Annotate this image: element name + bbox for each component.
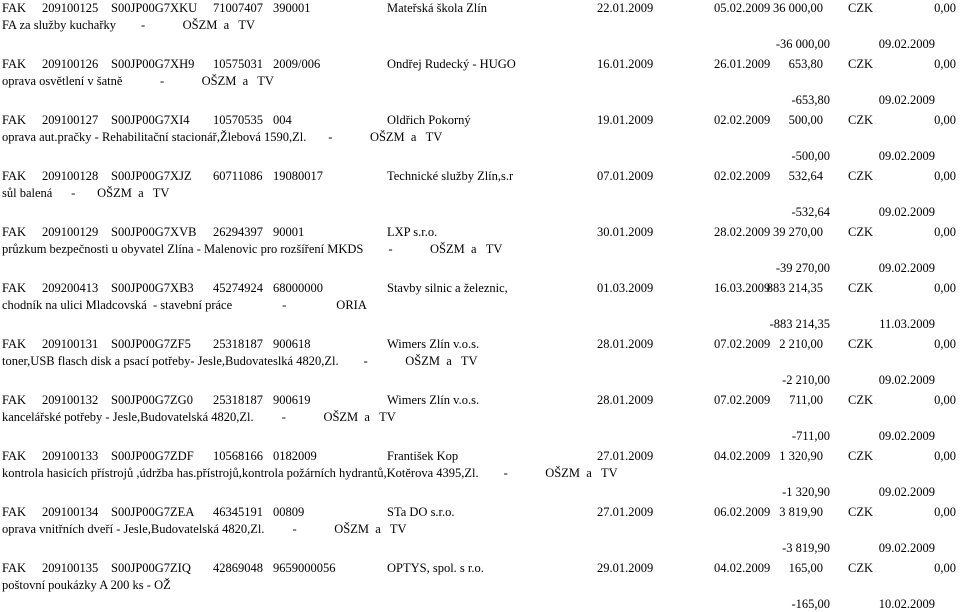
invoice-description-line xyxy=(0,185,960,201)
paid-amount: -3 819,90 xyxy=(782,541,830,555)
currency: CZK xyxy=(848,1,873,15)
reference-number: 9659000056 xyxy=(273,561,336,575)
invoice-header-line xyxy=(0,336,960,352)
currency: CZK xyxy=(848,169,873,183)
reference-number: 68000000 xyxy=(273,281,323,295)
issue-date: 28.01.2009 xyxy=(597,337,654,351)
due-date: 06.02.2009 xyxy=(714,505,771,519)
invoice-number: 209100129 xyxy=(42,225,99,239)
currency: CZK xyxy=(848,561,873,575)
payment-line xyxy=(0,260,960,276)
partner-id: 10575031 xyxy=(213,57,263,71)
currency: CZK xyxy=(848,505,873,519)
issue-date: 27.01.2009 xyxy=(597,505,654,519)
due-date: 04.02.2009 xyxy=(714,449,771,463)
due-date: 26.01.2009 xyxy=(714,57,771,71)
document-type: FAK xyxy=(2,449,27,463)
invoice-description: kontrola hasicích přístrojů ,údržba has.přístrojů,kontrola požárních hydrantů,Kotěrova 4395,Zl. - OŠZM a TV xyxy=(2,466,618,480)
payment-date: 10.02.2009 xyxy=(878,597,935,611)
invoice-record xyxy=(0,448,960,500)
paid-amount: -165,00 xyxy=(791,597,830,611)
partner-id: 60711086 xyxy=(213,169,263,183)
invoice-description-line xyxy=(0,353,960,369)
record-code: S00JP00G7XH9 xyxy=(111,57,195,71)
document-type: FAK xyxy=(2,505,27,519)
document-type: FAK xyxy=(2,1,27,15)
payment-date: 09.02.2009 xyxy=(878,485,935,499)
reference-number: 90001 xyxy=(273,225,305,239)
paid-amount: -39 270,00 xyxy=(775,261,830,275)
invoice-header-line xyxy=(0,392,960,408)
document-type: FAK xyxy=(2,113,27,127)
partner-id: 46345191 xyxy=(213,505,263,519)
issue-date: 01.03.2009 xyxy=(597,281,654,295)
payment-line xyxy=(0,372,960,388)
paid-amount: -2 210,00 xyxy=(782,373,830,387)
issue-date: 19.01.2009 xyxy=(597,113,654,127)
partner-id: 10568166 xyxy=(213,449,263,463)
reference-number: 004 xyxy=(273,113,292,127)
currency: CZK xyxy=(848,225,873,239)
invoice-record xyxy=(0,336,960,388)
currency: CZK xyxy=(848,57,873,71)
invoice-description-line xyxy=(0,409,960,425)
currency: CZK xyxy=(848,281,873,295)
invoice-amount: 165,00 xyxy=(788,561,823,575)
due-date: 28.02.2009 xyxy=(714,225,771,239)
invoice-number: 209100125 xyxy=(42,1,99,15)
invoice-number: 209100133 xyxy=(42,449,99,463)
payment-line xyxy=(0,316,960,332)
payment-date: 09.02.2009 xyxy=(878,541,935,555)
record-code: S00JP00G7XB3 xyxy=(111,281,194,295)
paid-amount: -883 214,35 xyxy=(769,317,830,331)
invoice-record xyxy=(0,280,960,332)
record-code: S00JP00G7ZG0 xyxy=(111,393,193,407)
invoice-description: chodník na ulici Mladcovská - stavební práce - ORIA xyxy=(2,298,367,312)
partner-name: OPTYS, spol. s r.o. xyxy=(387,561,484,575)
issue-date: 30.01.2009 xyxy=(597,225,654,239)
invoice-description-line xyxy=(0,465,960,481)
invoice-number: 209200413 xyxy=(42,281,99,295)
partner-name: STa DO s.r.o. xyxy=(387,505,455,519)
invoice-record xyxy=(0,504,960,556)
invoice-description-line xyxy=(0,73,960,89)
invoice-description-line xyxy=(0,241,960,257)
due-date: 07.02.2009 xyxy=(714,393,771,407)
partner-name: František Kop xyxy=(387,449,459,463)
partner-id: 71007407 xyxy=(213,1,263,15)
partner-name: Ondřej Rudecký - HUGO xyxy=(387,57,516,71)
invoice-amount: 39 270,00 xyxy=(773,225,823,239)
invoice-record xyxy=(0,392,960,444)
invoice-header-line xyxy=(0,224,960,240)
payment-line xyxy=(0,148,960,164)
invoice-record xyxy=(0,0,960,52)
invoice-description: sůl balená - OŠZM a TV xyxy=(2,186,170,200)
invoice-amount: 500,00 xyxy=(788,113,823,127)
invoice-amount: 3 819,90 xyxy=(779,505,823,519)
document-type: FAK xyxy=(2,393,27,407)
invoice-number: 209100128 xyxy=(42,169,99,183)
invoice-description: poštovní poukázky A 200 ks - OŽ xyxy=(2,578,171,592)
invoice-record xyxy=(0,56,960,108)
due-date: 16.03.2009 xyxy=(714,281,771,295)
remaining-amount: 0,00 xyxy=(934,393,956,407)
paid-amount: -653,80 xyxy=(791,93,830,107)
invoice-description-line xyxy=(0,297,960,313)
invoice-amount: 1 320,90 xyxy=(779,449,823,463)
remaining-amount: 0,00 xyxy=(934,561,956,575)
issue-date: 28.01.2009 xyxy=(597,393,654,407)
currency: CZK xyxy=(848,393,873,407)
due-date: 02.02.2009 xyxy=(714,169,771,183)
remaining-amount: 0,00 xyxy=(934,449,956,463)
invoice-number: 209100126 xyxy=(42,57,99,71)
currency: CZK xyxy=(848,113,873,127)
partner-id: 26294397 xyxy=(213,225,263,239)
currency: CZK xyxy=(848,449,873,463)
payment-date: 09.02.2009 xyxy=(878,205,935,219)
invoice-record xyxy=(0,168,960,220)
paid-amount: -500,00 xyxy=(791,149,830,163)
paid-amount: -36 000,00 xyxy=(775,37,830,51)
issue-date: 16.01.2009 xyxy=(597,57,654,71)
document-type: FAK xyxy=(2,281,27,295)
record-code: S00JP00G7XVB xyxy=(111,225,197,239)
payment-date: 09.02.2009 xyxy=(878,37,935,51)
due-date: 07.02.2009 xyxy=(714,337,771,351)
reference-number: 900618 xyxy=(273,337,311,351)
invoice-header-line xyxy=(0,56,960,72)
partner-id: 10570535 xyxy=(213,113,263,127)
due-date: 02.02.2009 xyxy=(714,113,771,127)
record-code: S00JP00G7ZIQ xyxy=(111,561,191,575)
remaining-amount: 0,00 xyxy=(934,1,956,15)
invoice-record xyxy=(0,112,960,164)
partner-name: Wimers Zlín v.o.s. xyxy=(387,393,480,407)
record-code: S00JP00G7XI4 xyxy=(111,113,190,127)
record-code: S00JP00G7XKU xyxy=(111,1,198,15)
invoice-number: 209100134 xyxy=(42,505,99,519)
invoice-record xyxy=(0,560,960,612)
issue-date: 07.01.2009 xyxy=(597,169,654,183)
remaining-amount: 0,00 xyxy=(934,169,956,183)
payment-date: 09.02.2009 xyxy=(878,149,935,163)
invoice-amount: 532,64 xyxy=(788,169,823,183)
partner-name: Mateřská škola Zlín xyxy=(387,1,487,15)
payment-line xyxy=(0,596,960,612)
invoice-description-line xyxy=(0,17,960,33)
remaining-amount: 0,00 xyxy=(934,337,956,351)
reference-number: 19080017 xyxy=(273,169,323,183)
reference-number: 00809 xyxy=(273,505,305,519)
document-type: FAK xyxy=(2,561,27,575)
invoice-amount: 653,80 xyxy=(788,57,823,71)
payment-line xyxy=(0,428,960,444)
remaining-amount: 0,00 xyxy=(934,281,956,295)
invoice-header-line xyxy=(0,560,960,576)
invoice-description: FA za služby kuchařky - OŠZM a TV xyxy=(2,18,255,32)
reference-number: 390001 xyxy=(273,1,311,15)
record-code: S00JP00G7ZDF xyxy=(111,449,194,463)
payment-date: 09.02.2009 xyxy=(878,93,935,107)
paid-amount: -532,64 xyxy=(791,205,830,219)
partner-name: LXP s.r.o. xyxy=(387,225,438,239)
invoice-header-line xyxy=(0,112,960,128)
currency: CZK xyxy=(848,337,873,351)
record-code: S00JP00G7XJZ xyxy=(111,169,192,183)
reference-number: 0182009 xyxy=(273,449,317,463)
document-type: FAK xyxy=(2,225,27,239)
invoice-record xyxy=(0,224,960,276)
remaining-amount: 0,00 xyxy=(934,57,956,71)
payment-line xyxy=(0,36,960,52)
remaining-amount: 0,00 xyxy=(934,505,956,519)
partner-id: 42869048 xyxy=(213,561,263,575)
invoice-header-line xyxy=(0,448,960,464)
reference-number: 900619 xyxy=(273,393,311,407)
partner-id: 45274924 xyxy=(213,281,263,295)
invoice-amount: 36 000,00 xyxy=(773,1,823,15)
due-date: 05.02.2009 xyxy=(714,1,771,15)
partner-name: Wimers Zlín v.o.s. xyxy=(387,337,480,351)
invoice-description: oprava aut.pračky - Rehabilitační stacionář,Žlebová 1590,Zl. - OŠZM a TV xyxy=(2,130,443,144)
record-code: S00JP00G7ZEA xyxy=(111,505,195,519)
issue-date: 22.01.2009 xyxy=(597,1,654,15)
document-type: FAK xyxy=(2,337,27,351)
invoice-description-line xyxy=(0,129,960,145)
document-type: FAK xyxy=(2,57,27,71)
invoice-header-line xyxy=(0,168,960,184)
payment-line xyxy=(0,204,960,220)
reference-number: 2009/006 xyxy=(273,57,321,71)
invoice-number: 209100127 xyxy=(42,113,99,127)
payment-date: 09.02.2009 xyxy=(878,429,935,443)
remaining-amount: 0,00 xyxy=(934,225,956,239)
payment-line xyxy=(0,92,960,108)
paid-amount: -1 320,90 xyxy=(782,485,830,499)
invoice-amount: 2 210,00 xyxy=(779,337,823,351)
partner-name: Stavby silnic a železnic, xyxy=(387,281,508,295)
payment-date: 11.03.2009 xyxy=(879,317,935,331)
issue-date: 27.01.2009 xyxy=(597,449,654,463)
invoice-description-line xyxy=(0,577,960,593)
payment-date: 09.02.2009 xyxy=(878,261,935,275)
payment-date: 09.02.2009 xyxy=(878,373,935,387)
partner-name: Oldřich Pokorný xyxy=(387,113,471,127)
invoice-description: průzkum bezpečnosti u obyvatel Zlína - Malenovic pro rozšíření MKDS - OŠZM a TV xyxy=(2,242,503,256)
invoice-description: toner,USB flasch disk a psací potřeby- Jesle,Budovateslká 4820,Zl. - OŠZM a TV xyxy=(2,354,478,368)
invoice-description: oprava vnitřních dveří - Jesle,Budovatelská 4820,Zl. - OŠZM a TV xyxy=(2,522,407,536)
payment-line xyxy=(0,484,960,500)
invoice-number: 209100131 xyxy=(42,337,99,351)
partner-name: Technické služby Zlín,s.r xyxy=(387,169,514,183)
paid-amount: -711,00 xyxy=(791,429,830,443)
invoice-header-line xyxy=(0,280,960,296)
due-date: 04.02.2009 xyxy=(714,561,771,575)
invoice-amount: 883 214,35 xyxy=(766,281,823,295)
invoice-description-line xyxy=(0,521,960,537)
document-type: FAK xyxy=(2,169,27,183)
remaining-amount: 0,00 xyxy=(934,113,956,127)
record-code: S00JP00G7ZF5 xyxy=(111,337,191,351)
invoice-description: kancelářské potřeby - Jesle,Budovatelská 4820,Zl. - OŠZM a TV xyxy=(2,410,396,424)
invoice-number: 209100135 xyxy=(42,561,99,575)
partner-id: 25318187 xyxy=(213,393,263,407)
payment-line xyxy=(0,540,960,556)
invoice-number: 209100132 xyxy=(42,393,99,407)
invoice-amount: 711,00 xyxy=(789,393,823,407)
invoice-header-line xyxy=(0,504,960,520)
invoice-header-line xyxy=(0,0,960,16)
invoice-description: oprava osvětlení v šatně - OŠZM a TV xyxy=(2,74,274,88)
issue-date: 29.01.2009 xyxy=(597,561,654,575)
partner-id: 25318187 xyxy=(213,337,263,351)
